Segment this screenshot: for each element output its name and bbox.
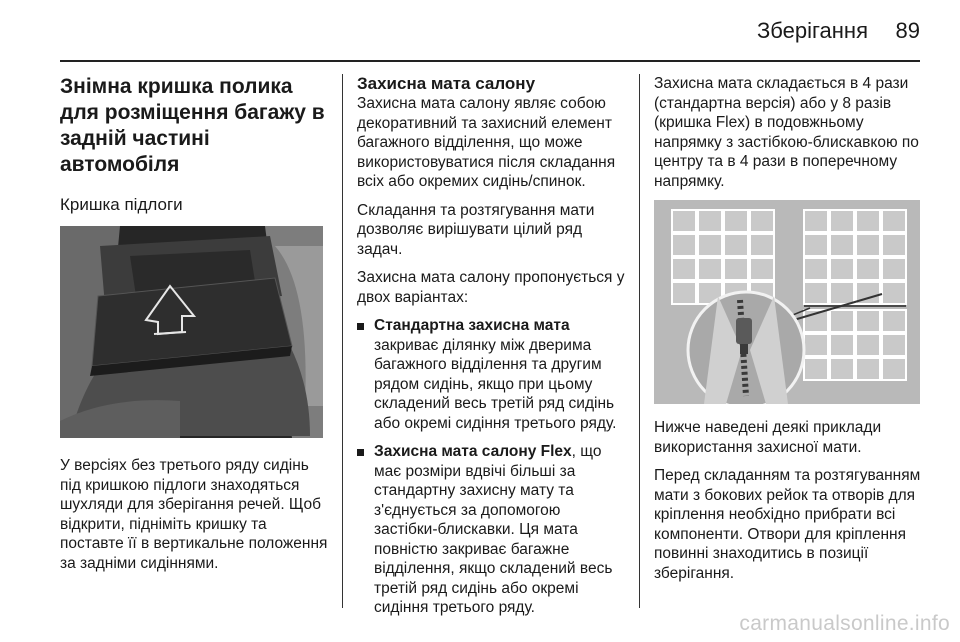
folding-paragraph: Захисна мата складається в 4 рази (стандартна версія) або у 8 разів (кришка Flex) в подовжньому напрямку з застібкою-блискавкою по центру та в 4 рази в поперечному напрямку. (654, 75, 919, 190)
column-divider (639, 74, 640, 608)
mat-variants-paragraph: Захисна мата салону пропонується у двох варіантах: (357, 269, 625, 306)
car-trunk-floor-cover-icon (60, 226, 323, 438)
usage-paragraph: Нижче наведені деякі приклади використання захисної мати. (654, 419, 882, 456)
right-column (654, 74, 924, 592)
section-heading: Знімна кришка полика для розміщення багажу в задній частині автомобіля (60, 75, 325, 176)
bullet-title: Захисна мата салону Flex (374, 443, 572, 460)
subheading: Кришка підлоги (60, 195, 183, 214)
bullet-text: , що має розміри вдвічі більші за стандартну захисну мату та з'єднується за допомогою застібки-блискавки. Ця мата повністю закриває багажне відділення, якщо складений весь третій ряд сидінь або окремі сидіння третього ряду. (374, 443, 613, 616)
mat-intro-paragraph: Захисна мата салону являє собою декоративний та захисний елемент багажного відділення, що може використовуватися після складання всіх або окремих сидінь/спинок. (357, 95, 616, 190)
floor-cover-paragraph: У версіях без третього ряду сидінь під кришкою підлоги знаходяться шухляди для зберігання речей. Щоб відкрити, підніміть кришку та поставте її в вертикальне положення за задніми сидіннями. (60, 457, 328, 572)
column-divider (342, 74, 343, 608)
list-item (357, 316, 627, 433)
list-item (357, 442, 627, 618)
page-number: 89 (895, 18, 920, 43)
bullet-square-icon (357, 449, 364, 456)
mat-folding-paragraph: Складання та розтягування мати дозволяє вирішувати цілий ряд задач. (357, 201, 595, 258)
bullet-title: Стандартна захисна мата (374, 317, 570, 334)
middle-column (357, 74, 627, 627)
mat-heading: Захисна мата салону (357, 74, 536, 93)
folding-mat-zipper-icon (654, 200, 920, 404)
watermark: carmanualsonline.info (739, 612, 950, 635)
preparation-paragraph: Перед складанням та розтягуванням мати з бокових рейок та отворів для кріплення необхідно прибрати всі компоненти. Отвори для кріплення повинні знаходитись в позиції зберігання. (654, 467, 921, 582)
bullet-square-icon (357, 323, 364, 330)
bullet-text: закриває ділянку між дверима багажного відділення та другим рядом сидінь, якщо при цьому складений весь третій ряд сидінь або окремі сидіння третього ряду. (374, 336, 617, 432)
left-column (60, 74, 328, 582)
header-rule (60, 60, 920, 62)
car-trunk-photo (60, 226, 323, 438)
section-title: Зберігання (757, 18, 868, 43)
mat-figure (654, 200, 920, 404)
